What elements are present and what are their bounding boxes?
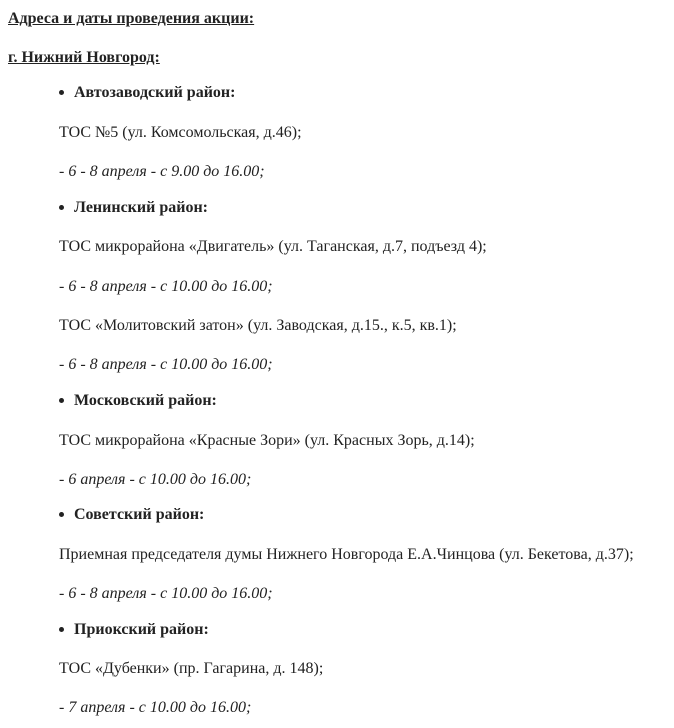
district-heading-leninsky	[59, 198, 208, 218]
district-name: Приокский район:	[74, 621, 209, 638]
district-heading-sovetsky	[59, 505, 204, 525]
page-title: Адреса и даты проведения акции:	[8, 10, 255, 27]
bullet-icon	[59, 398, 64, 403]
bullet-icon	[59, 205, 64, 210]
district-heading-avtozavodsky	[59, 83, 235, 103]
address-line: ТОС №5 (ул. Комсомольская, д.46);	[59, 124, 302, 141]
district-name: Московский район:	[74, 392, 217, 409]
date-line: - 7 апреля - с 10.00 до 16.00;	[59, 699, 252, 716]
district-heading-priokskiy	[59, 620, 209, 640]
address-line: ТОС микрорайона «Красные Зори» (ул. Красных Зорь, д.14);	[59, 432, 475, 449]
address-line: Приемная председателя думы Нижнего Новгорода Е.А.Чинцова (ул. Бекетова, д.37);	[59, 546, 634, 563]
district-name: Ленинский район:	[74, 199, 208, 216]
district-name: Автозаводский район:	[74, 84, 236, 101]
address-line: ТОС «Дубенки» (пр. Гагарина, д. 148);	[59, 660, 324, 677]
address-line: ТОС микрорайона «Двигатель» (ул. Таганская, д.7, подъезд 4);	[59, 238, 487, 255]
district-name: Советский район:	[74, 506, 205, 523]
date-line: - 6 - 8 апреля - с 9.00 до 16.00;	[59, 163, 265, 180]
city-heading: г. Нижний Новгород:	[8, 49, 160, 66]
bullet-icon	[59, 627, 64, 632]
bullet-icon	[59, 90, 64, 95]
bullet-icon	[59, 512, 64, 517]
address-line: ТОС «Молитовский затон» (ул. Заводская, д.15., к.5, кв.1);	[59, 317, 457, 334]
date-line: - 6 - 8 апреля - с 10.00 до 16.00;	[59, 585, 273, 602]
date-line: - 6 апреля - с 10.00 до 16.00;	[59, 471, 252, 488]
district-heading-moskovsky	[59, 391, 217, 411]
date-line: - 6 - 8 апреля - с 10.00 до 16.00;	[59, 356, 273, 373]
date-line: - 6 - 8 апреля - с 10.00 до 16.00;	[59, 278, 273, 295]
